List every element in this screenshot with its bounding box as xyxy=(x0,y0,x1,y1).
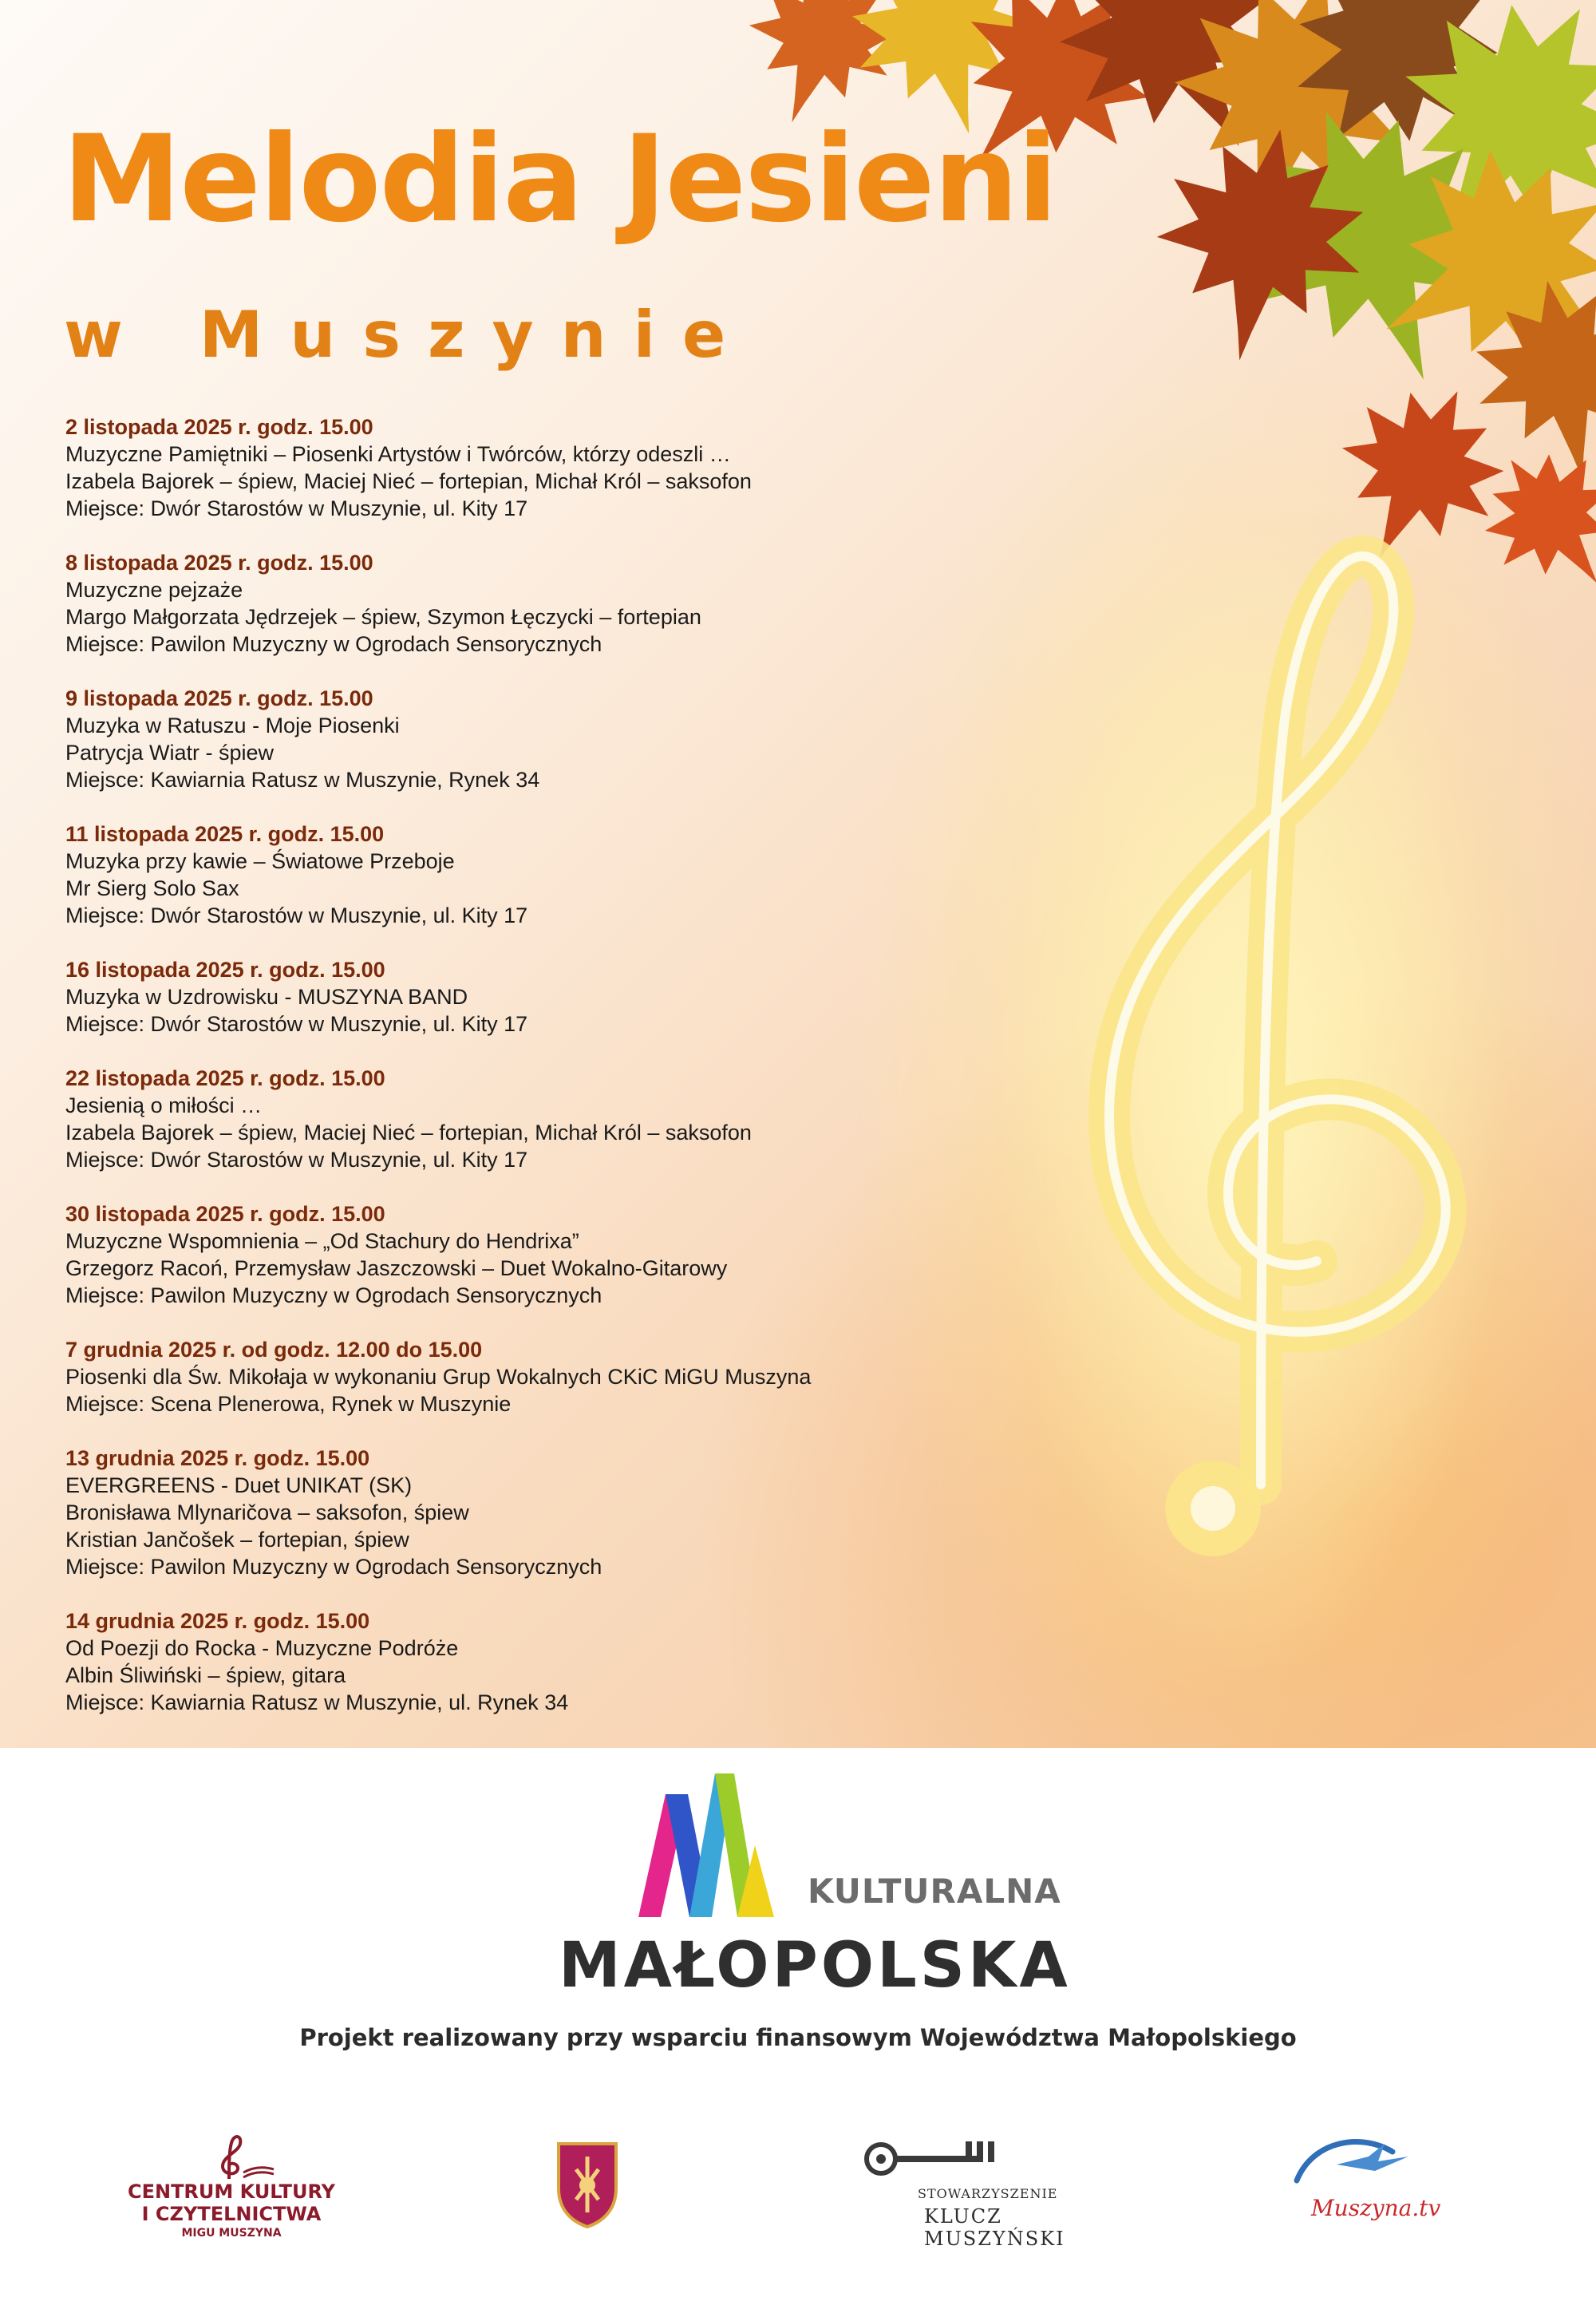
event-line: Patrycja Wiatr - śpiew xyxy=(65,741,275,765)
event-date: 11 listopada 2025 r. godz. 15.00 xyxy=(65,822,385,846)
event-line: Miejsce: Dwór Starostów w Muszynie, ul. Kity 17 xyxy=(65,903,528,927)
event-item xyxy=(65,1200,1103,1309)
event-line: Muzyczne pejzaże xyxy=(65,578,243,602)
muszyna-tv-label: Muszyna.tv xyxy=(1311,2195,1441,2221)
event-date: 30 listopada 2025 r. godz. 15.00 xyxy=(65,1202,385,1226)
event-date: 8 listopada 2025 r. godz. 15.00 xyxy=(65,551,373,575)
event-item xyxy=(65,1445,1103,1580)
event-date: 14 grudnia 2025 r. godz. 15.00 xyxy=(65,1609,370,1633)
centrum-subname: MIGU MUSZYNA xyxy=(181,2227,282,2240)
event-item xyxy=(65,1065,1103,1173)
centrum-kultury-name xyxy=(120,2180,343,2225)
event-line: Miejsce: Kawiarnia Ratusz w Muszynie, ul. Rynek 34 xyxy=(65,1690,569,1714)
event-line: Albin Śliwiński – śpiew, gitara xyxy=(65,1663,346,1687)
event-line: Miejsce: Kawiarnia Ratusz w Muszynie, Rynek 34 xyxy=(65,768,540,792)
event-line: Muzyka w Uzdrowisku - MUSZYNA BAND xyxy=(65,985,468,1009)
klucz-line: STOWARZYSZENIE xyxy=(918,2186,1058,2201)
event-item xyxy=(65,1336,1103,1417)
klucz-line: KLUCZ xyxy=(924,2205,1002,2228)
event-date: 22 listopada 2025 r. godz. 15.00 xyxy=(65,1066,385,1090)
event-date: 7 grudnia 2025 r. od godz. 12.00 do 15.00 xyxy=(65,1338,483,1362)
event-item xyxy=(65,956,1103,1038)
event-line: Miejsce: Dwór Starostów w Muszynie, ul. Kity 17 xyxy=(65,1012,528,1036)
event-line: Muzyczne Wspomnienia – „Od Stachury do Hendrixa” xyxy=(65,1229,579,1253)
event-item xyxy=(65,413,1103,522)
poster-subtitle: w Muszynie xyxy=(64,298,753,372)
event-line: Mr Sierg Solo Sax xyxy=(65,876,239,900)
centrum-line: CENTRUM KULTURY xyxy=(127,2180,336,2203)
event-line: Muzyka w Ratuszu - Moje Piosenki xyxy=(65,714,400,737)
event-item xyxy=(65,820,1103,929)
event-line: Miejsce: Pawilon Muzyczny w Ogrodach Sensorycznych xyxy=(65,632,602,656)
bird-swoosh-icon xyxy=(1289,2133,1432,2196)
coat-of-arms-icon xyxy=(555,2141,619,2228)
centrum-line: I CZYTELNICTWA xyxy=(141,2203,322,2225)
klucz-line: MUSZYŃSKI xyxy=(924,2228,1065,2250)
event-date: 13 grudnia 2025 r. godz. 15.00 xyxy=(65,1446,370,1470)
event-line: Muzyczne Pamiętniki – Piosenki Artystów i Twórców, którzy odeszli … xyxy=(65,442,731,466)
event-line: Margo Małgorzata Jędrzejek – śpiew, Szymon Łęczycki – fortepian xyxy=(65,605,701,629)
event-date: 2 listopada 2025 r. godz. 15.00 xyxy=(65,415,373,439)
event-line: Izabela Bajorek – śpiew, Maciej Nieć – fortepian, Michał Król – saksofon xyxy=(65,469,752,493)
klucz-muszynski-logo xyxy=(862,2135,1093,2250)
event-line: Jesienią o miłości … xyxy=(65,1093,263,1117)
event-line: Miejsce: Scena Plenerowa, Rynek w Muszynie xyxy=(65,1392,512,1416)
event-line: Grzegorz Racoń, Przemysław Jaszczowski – Duet Wokalno-Gitarowy xyxy=(65,1256,728,1280)
muszyna-tv-logo xyxy=(1289,2133,1441,2244)
event-line: Kristian Jančošek – fortepian, śpiew xyxy=(65,1528,409,1552)
event-item xyxy=(65,685,1103,793)
event-line: Od Poezji do Rocka - Muzyczne Podróże xyxy=(65,1636,459,1660)
event-line: Miejsce: Dwór Starostów w Muszynie, ul. Kity 17 xyxy=(65,1148,528,1172)
centrum-kultury-logo xyxy=(120,2133,343,2244)
event-line: Piosenki dla Św. Mikołaja w wykonaniu Grup Wokalnych CKiC MiGU Muszyna xyxy=(65,1365,812,1389)
event-line: Miejsce: Pawilon Muzyczny w Ogrodach Sensorycznych xyxy=(65,1283,602,1307)
event-line: Izabela Bajorek – śpiew, Maciej Nieć – fortepian, Michał Król – saksofon xyxy=(65,1121,752,1145)
support-statement: Projekt realizowany przy wsparciu finansowym Województwa Małopolskiego xyxy=(299,2024,1297,2051)
kulturalna-label: KULTURALNA xyxy=(808,1872,1061,1911)
event-item xyxy=(65,1607,1103,1716)
treble-clef-icon xyxy=(188,2133,275,2180)
event-line: EVERGREENS - Duet UNIKAT (SK) xyxy=(65,1473,413,1497)
event-line: Bronisława Mlynaričova – saksofon, śpiew xyxy=(65,1500,469,1524)
event-line: Muzyka przy kawie – Światowe Przeboje xyxy=(65,849,455,873)
malopolska-m-logo-icon xyxy=(638,1773,774,1917)
event-date: 16 listopada 2025 r. godz. 15.00 xyxy=(65,958,385,982)
event-line: Miejsce: Pawilon Muzyczny w Ogrodach Sensorycznych xyxy=(65,1555,602,1579)
event-date: 9 listopada 2025 r. godz. 15.00 xyxy=(65,686,373,710)
malopolska-label: MAŁOPOLSKA xyxy=(559,1930,1071,2002)
poster-title: Melodia Jesieni xyxy=(62,110,1057,249)
event-list xyxy=(65,413,1103,1743)
key-icon xyxy=(862,2135,1005,2183)
event-line: Miejsce: Dwór Starostów w Muszynie, ul. Kity 17 xyxy=(65,496,528,520)
event-item xyxy=(65,549,1103,658)
